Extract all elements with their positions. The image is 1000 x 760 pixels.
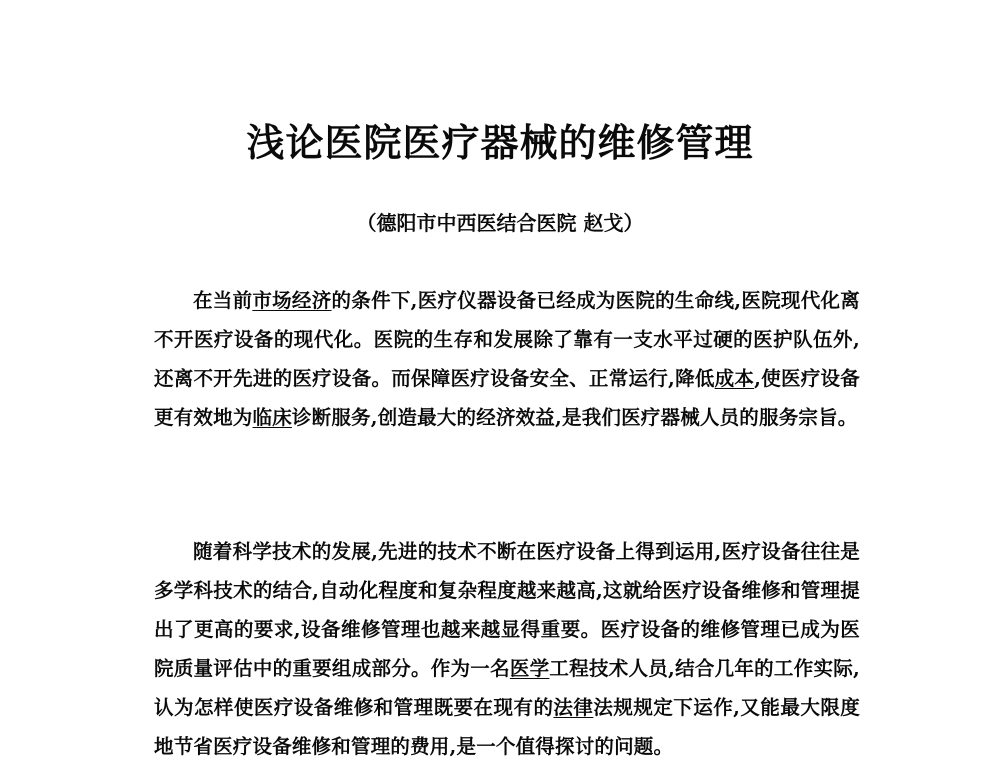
paragraph-1-text-2: 的条件下,医疗仪器设备已经成为医院的生命线,医院现代化离不开医疗设备的现代化。医院的生存和发展除了靠有一支水平过硬的医护队伍外,还离不开先进的医疗设备。而保障医疗设备安全、正常运行,降低 (154, 289, 860, 390)
paragraph-2-text-3: 法规规定下运作,又能最大限度地节省医疗设备维修和管理的费用,是一个值得探讨的问题。 (154, 696, 860, 758)
link-market-economy[interactable]: 市场经济 (252, 289, 332, 312)
paragraph-1 (154, 281, 860, 437)
link-clinical[interactable]: 临床 (252, 406, 292, 429)
paragraph-1-text-4: 诊断服务,创造最大的经济效益,是我们医疗器械人员的服务宗旨。 (291, 406, 858, 429)
paragraph-2-text-1: 随着科学技术的发展,先进的技术不断在医疗设备上得到运用,医疗设备往往是多学科技术的结合,自动化程度和复杂程度越来越高,这就给医疗设备维修和管理提出了更高的要求,设备维修管理也越来越显得重要。医疗设备的维修管理已成为医院质量评估中的重要组成部分。作为一名 (154, 540, 860, 680)
paragraph-2-text-2: 工程技术人员,结合几年的工作实际,认为怎样使医疗设备维修和管理既要在现有的 (154, 657, 860, 719)
paragraph-1-text-3: ,使医疗设备更有效地为 (154, 367, 860, 429)
article-title: 浅论医院医疗器械的维修管理 (246, 120, 754, 165)
paragraph-1-text-1: 在当前 (193, 289, 253, 312)
link-medicine[interactable]: 医学 (509, 657, 550, 680)
link-cost[interactable]: 成本 (714, 367, 755, 390)
author-byline: （德阳市中西医结合医院 赵戈） (356, 211, 644, 235)
link-law[interactable]: 法律 (553, 696, 594, 719)
paragraph-2 (154, 532, 860, 760)
